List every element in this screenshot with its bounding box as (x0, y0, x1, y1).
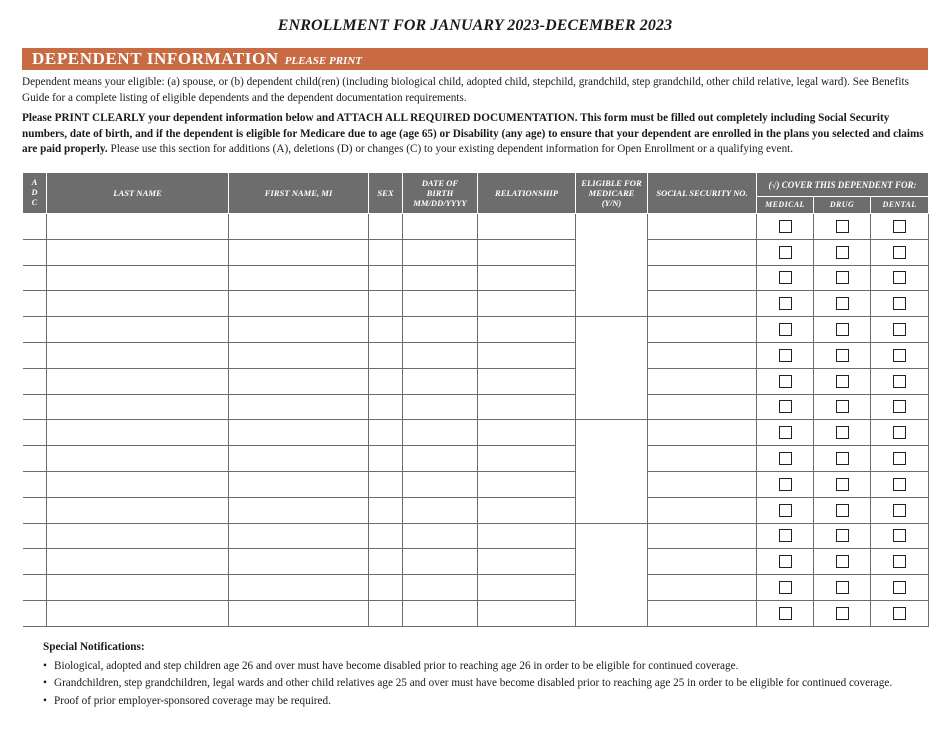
last-name-cell[interactable] (47, 549, 229, 575)
instructions-bold: Please PRINT CLEARLY your dependent information below and ATTACH ALL REQUIRED DOCUMENTATION. This form must be filled out completely including Social Security numbers, date of birth, and if the dependent is eligible for Medicare due to age (age 65) or Disability (any age) to ensure that your dependent are enrolled in the plans you selected and claims are paid properly. (22, 112, 924, 155)
medical-checkbox[interactable] (779, 246, 792, 259)
medical-checkbox[interactable] (779, 426, 792, 439)
drug-checkbox-cell (814, 523, 871, 549)
medical-checkbox-cell (757, 575, 814, 601)
sex-cell[interactable] (369, 446, 403, 472)
dental-checkbox-cell (871, 600, 929, 626)
sex-cell[interactable] (369, 575, 403, 601)
relationship-cell[interactable] (478, 575, 576, 601)
ssn-cell[interactable] (648, 523, 757, 549)
last-name-header: LAST NAME (47, 173, 229, 214)
dependent-row (23, 497, 929, 523)
last-name-cell[interactable] (47, 523, 229, 549)
ssn-header: SOCIAL SECURITY NO. (648, 173, 757, 214)
last-name-cell[interactable] (47, 471, 229, 497)
dob-cell[interactable] (403, 600, 478, 626)
drug-checkbox[interactable] (836, 246, 849, 259)
dental-checkbox[interactable] (893, 478, 906, 491)
relationship-cell[interactable] (478, 265, 576, 291)
dental-checkbox-cell (871, 291, 929, 317)
dob-cell[interactable] (403, 265, 478, 291)
dependent-row (23, 342, 929, 368)
medical-header: MEDICAL (757, 197, 814, 214)
last-name-cell[interactable] (47, 265, 229, 291)
relationship-cell[interactable] (478, 239, 576, 265)
form-title: ENROLLMENT FOR JANUARY 2023-DECEMBER 2023 (277, 17, 673, 34)
last-name-cell[interactable] (47, 342, 229, 368)
drug-checkbox[interactable] (836, 323, 849, 336)
medical-checkbox-cell (757, 497, 814, 523)
sex-cell[interactable] (369, 317, 403, 343)
drug-checkbox-cell (814, 317, 871, 343)
notification-item: • Grandchildren, step grandchildren, legal wards and other child relatives age 25 and over must have become disabled prior to reaching age 25 in order to be eligible for continued coverage. (43, 676, 903, 691)
drug-checkbox-cell (814, 265, 871, 291)
dental-checkbox[interactable] (893, 297, 906, 310)
dependent-row (23, 420, 929, 446)
drug-checkbox-cell (814, 368, 871, 394)
dental-checkbox-cell (871, 446, 929, 472)
dob-cell[interactable] (403, 342, 478, 368)
drug-checkbox-cell (814, 575, 871, 601)
instructions-rest: Please use this section for additions (A), deletions (D) or changes (C) to your existing dependent information for Open Enrollment or a qualifying event. (107, 143, 794, 155)
medicare-cell[interactable] (576, 317, 648, 420)
ssn-cell[interactable] (648, 368, 757, 394)
drug-checkbox[interactable] (836, 504, 849, 517)
medicare-cell[interactable] (576, 214, 648, 317)
sex-cell[interactable] (369, 420, 403, 446)
dependent-row (23, 600, 929, 626)
dental-checkbox[interactable] (893, 607, 906, 620)
notification-item: • Proof of prior employer-sponsored coverage may be required. (43, 694, 903, 709)
last-name-cell[interactable] (47, 394, 229, 420)
adc-cell[interactable] (23, 575, 47, 601)
medical-checkbox-cell (757, 368, 814, 394)
drug-checkbox-cell (814, 342, 871, 368)
adc-header: A D C (23, 173, 47, 214)
last-name-cell[interactable] (47, 291, 229, 317)
ssn-cell[interactable] (648, 265, 757, 291)
sex-header: SEX (369, 173, 403, 214)
ssn-cell[interactable] (648, 317, 757, 343)
drug-checkbox[interactable] (836, 478, 849, 491)
relationship-cell[interactable] (478, 342, 576, 368)
adc-cell[interactable] (23, 265, 47, 291)
relationship-cell[interactable] (478, 317, 576, 343)
dependent-row (23, 239, 929, 265)
sex-cell[interactable] (369, 497, 403, 523)
first-name-cell[interactable] (229, 342, 369, 368)
medical-checkbox-cell (757, 549, 814, 575)
sex-cell[interactable] (369, 394, 403, 420)
first-name-cell[interactable] (229, 291, 369, 317)
adc-cell[interactable] (23, 471, 47, 497)
first-name-cell[interactable] (229, 265, 369, 291)
print-instructions (22, 111, 928, 158)
first-name-cell[interactable] (229, 239, 369, 265)
dob-cell[interactable] (403, 549, 478, 575)
dental-checkbox[interactable] (893, 400, 906, 413)
medical-checkbox[interactable] (779, 555, 792, 568)
drug-checkbox[interactable] (836, 452, 849, 465)
dental-checkbox-cell (871, 497, 929, 523)
first-name-cell[interactable] (229, 497, 369, 523)
sex-cell[interactable] (369, 368, 403, 394)
medicare-cell[interactable] (576, 420, 648, 523)
first-name-cell[interactable] (229, 549, 369, 575)
medical-checkbox[interactable] (779, 271, 792, 284)
adc-cell[interactable] (23, 317, 47, 343)
dental-checkbox[interactable] (893, 246, 906, 259)
dental-checkbox[interactable] (893, 504, 906, 517)
medical-checkbox-cell (757, 265, 814, 291)
first-name-cell[interactable] (229, 575, 369, 601)
dob-cell[interactable] (403, 471, 478, 497)
dob-cell[interactable] (403, 317, 478, 343)
sex-cell[interactable] (369, 342, 403, 368)
drug-checkbox[interactable] (836, 400, 849, 413)
ssn-cell[interactable] (648, 446, 757, 472)
drug-checkbox[interactable] (836, 349, 849, 362)
medical-checkbox[interactable] (779, 400, 792, 413)
dental-checkbox[interactable] (893, 452, 906, 465)
drug-header: DRUG (814, 197, 871, 214)
dental-checkbox[interactable] (893, 426, 906, 439)
relationship-header: RELATIONSHIP (478, 173, 576, 214)
notifications-heading: Special Notifications: (43, 641, 145, 653)
relationship-cell[interactable] (478, 600, 576, 626)
sex-cell[interactable] (369, 291, 403, 317)
drug-checkbox-cell (814, 471, 871, 497)
dental-checkbox-cell (871, 575, 929, 601)
adc-cell[interactable] (23, 600, 47, 626)
medical-checkbox-cell (757, 239, 814, 265)
drug-checkbox-cell (814, 497, 871, 523)
medical-checkbox-cell (757, 523, 814, 549)
first-name-cell[interactable] (229, 368, 369, 394)
dental-checkbox-cell (871, 239, 929, 265)
drug-checkbox[interactable] (836, 375, 849, 388)
dependent-row (23, 214, 929, 240)
dependent-table (22, 172, 929, 627)
drug-checkbox[interactable] (836, 297, 849, 310)
drug-checkbox[interactable] (836, 607, 849, 620)
cover-header: (√) COVER THIS DEPENDENT FOR: (757, 173, 929, 197)
section-heading: DEPENDENT INFORMATION (32, 49, 279, 68)
ssn-cell[interactable] (648, 471, 757, 497)
drug-checkbox-cell (814, 394, 871, 420)
dental-checkbox-cell (871, 471, 929, 497)
medical-checkbox-cell (757, 394, 814, 420)
sex-cell[interactable] (369, 549, 403, 575)
sex-cell[interactable] (369, 600, 403, 626)
ssn-cell[interactable] (648, 214, 757, 240)
adc-cell[interactable] (23, 549, 47, 575)
dental-checkbox[interactable] (893, 271, 906, 284)
medical-checkbox-cell (757, 214, 814, 240)
ssn-cell[interactable] (648, 291, 757, 317)
relationship-cell[interactable] (478, 523, 576, 549)
dental-checkbox-cell (871, 523, 929, 549)
dependent-row (23, 549, 929, 575)
medical-checkbox-cell (757, 600, 814, 626)
ssn-cell[interactable] (648, 239, 757, 265)
adc-cell[interactable] (23, 420, 47, 446)
dob-cell[interactable] (403, 239, 478, 265)
dental-checkbox-cell (871, 342, 929, 368)
adc-cell[interactable] (23, 368, 47, 394)
dob-cell[interactable] (403, 368, 478, 394)
relationship-cell[interactable] (478, 420, 576, 446)
ssn-cell[interactable] (648, 575, 757, 601)
medical-checkbox-cell (757, 317, 814, 343)
last-name-cell[interactable] (47, 420, 229, 446)
medical-checkbox[interactable] (779, 581, 792, 594)
ssn-cell[interactable] (648, 497, 757, 523)
dependent-row (23, 523, 929, 549)
dental-checkbox[interactable] (893, 555, 906, 568)
dental-header: DENTAL (871, 197, 929, 214)
drug-checkbox-cell (814, 420, 871, 446)
relationship-cell[interactable] (478, 549, 576, 575)
adc-cell[interactable] (23, 394, 47, 420)
dependent-row (23, 471, 929, 497)
dob-cell[interactable] (403, 446, 478, 472)
dob-cell[interactable] (403, 394, 478, 420)
sex-cell[interactable] (369, 471, 403, 497)
medical-checkbox[interactable] (779, 349, 792, 362)
dental-checkbox[interactable] (893, 220, 906, 233)
dental-checkbox-cell (871, 317, 929, 343)
dependent-row (23, 265, 929, 291)
adc-cell[interactable] (23, 239, 47, 265)
first-name-cell[interactable] (229, 394, 369, 420)
last-name-cell[interactable] (47, 446, 229, 472)
dob-cell[interactable] (403, 523, 478, 549)
medical-checkbox[interactable] (779, 220, 792, 233)
last-name-cell[interactable] (47, 317, 229, 343)
adc-cell[interactable] (23, 291, 47, 317)
first-name-cell[interactable] (229, 317, 369, 343)
drug-checkbox[interactable] (836, 555, 849, 568)
dob-header: DATE OF BIRTH MM/DD/YYYY (403, 173, 478, 214)
medical-checkbox-cell (757, 471, 814, 497)
medicare-header: ELIGIBLE FOR MEDICARE (Y/N) (576, 173, 648, 214)
relationship-cell[interactable] (478, 446, 576, 472)
relationship-cell[interactable] (478, 471, 576, 497)
dependent-row (23, 291, 929, 317)
dob-cell[interactable] (403, 497, 478, 523)
dental-checkbox[interactable] (893, 529, 906, 542)
medical-checkbox-cell (757, 291, 814, 317)
relationship-cell[interactable] (478, 214, 576, 240)
adc-cell[interactable] (23, 446, 47, 472)
dependent-row (23, 394, 929, 420)
drug-checkbox-cell (814, 600, 871, 626)
dental-checkbox-cell (871, 214, 929, 240)
last-name-cell[interactable] (47, 214, 229, 240)
relationship-cell[interactable] (478, 394, 576, 420)
medical-checkbox[interactable] (779, 607, 792, 620)
dependent-row (23, 368, 929, 394)
dental-checkbox-cell (871, 394, 929, 420)
adc-cell[interactable] (23, 497, 47, 523)
section-subheading: PLEASE PRINT (284, 55, 363, 67)
medical-checkbox[interactable] (779, 529, 792, 542)
last-name-cell[interactable] (47, 497, 229, 523)
last-name-cell[interactable] (47, 575, 229, 601)
sex-cell[interactable] (369, 523, 403, 549)
relationship-cell[interactable] (478, 368, 576, 394)
dob-cell[interactable] (403, 575, 478, 601)
dental-checkbox[interactable] (893, 581, 906, 594)
special-notifications (43, 640, 903, 711)
first-name-cell[interactable] (229, 523, 369, 549)
dependent-row (23, 317, 929, 343)
drug-checkbox[interactable] (836, 271, 849, 284)
dental-checkbox[interactable] (893, 375, 906, 388)
ssn-cell[interactable] (648, 600, 757, 626)
medical-checkbox-cell (757, 446, 814, 472)
relationship-cell[interactable] (478, 497, 576, 523)
drug-checkbox[interactable] (836, 426, 849, 439)
medical-checkbox[interactable] (779, 297, 792, 310)
drug-checkbox-cell (814, 214, 871, 240)
section-banner (22, 48, 928, 70)
dental-checkbox-cell (871, 549, 929, 575)
ssn-cell[interactable] (648, 342, 757, 368)
medical-checkbox[interactable] (779, 504, 792, 517)
first-name-cell[interactable] (229, 446, 369, 472)
intro-text (22, 75, 928, 158)
medical-checkbox-cell (757, 342, 814, 368)
dob-cell[interactable] (403, 420, 478, 446)
drug-checkbox-cell (814, 239, 871, 265)
dob-cell[interactable] (403, 291, 478, 317)
notifications-list (43, 659, 903, 709)
drug-checkbox[interactable] (836, 220, 849, 233)
dental-checkbox[interactable] (893, 323, 906, 336)
medical-checkbox-cell (757, 420, 814, 446)
notification-item: • Biological, adopted and step children age 26 and over must have become disabled prior to reaching age 26 in order to be eligible for continued coverage. (43, 659, 903, 674)
first-name-header: FIRST NAME, MI (229, 173, 369, 214)
medical-checkbox[interactable] (779, 452, 792, 465)
last-name-cell[interactable] (47, 368, 229, 394)
dental-checkbox-cell (871, 420, 929, 446)
drug-checkbox-cell (814, 291, 871, 317)
dental-checkbox-cell (871, 265, 929, 291)
sex-cell[interactable] (369, 214, 403, 240)
dependent-definition: Dependent means your eligible: (a) spouse, or (b) dependent child(ren) (including biological child, adopted child, stepchild, grandchild, step grandchild, other child relative, legal ward). See Benefits Guide for a complete listing of eligible dependents and the dependent documentation requirements. (22, 76, 909, 104)
first-name-cell[interactable] (229, 214, 369, 240)
first-name-cell[interactable] (229, 600, 369, 626)
dental-checkbox[interactable] (893, 349, 906, 362)
dob-cell[interactable] (403, 214, 478, 240)
sex-cell[interactable] (369, 239, 403, 265)
dependent-row (23, 446, 929, 472)
drug-checkbox-cell (814, 549, 871, 575)
first-name-cell[interactable] (229, 471, 369, 497)
sex-cell[interactable] (369, 265, 403, 291)
medical-checkbox[interactable] (779, 323, 792, 336)
drug-checkbox[interactable] (836, 529, 849, 542)
ssn-cell[interactable] (648, 420, 757, 446)
ssn-cell[interactable] (648, 549, 757, 575)
dental-checkbox-cell (871, 368, 929, 394)
first-name-cell[interactable] (229, 420, 369, 446)
medical-checkbox[interactable] (779, 375, 792, 388)
drug-checkbox-cell (814, 446, 871, 472)
last-name-cell[interactable] (47, 600, 229, 626)
medical-checkbox[interactable] (779, 478, 792, 491)
adc-cell[interactable] (23, 214, 47, 240)
drug-checkbox[interactable] (836, 581, 849, 594)
adc-cell[interactable] (23, 523, 47, 549)
dependent-row (23, 575, 929, 601)
relationship-cell[interactable] (478, 291, 576, 317)
adc-cell[interactable] (23, 342, 47, 368)
medicare-cell[interactable] (576, 523, 648, 626)
ssn-cell[interactable] (648, 394, 757, 420)
last-name-cell[interactable] (47, 239, 229, 265)
